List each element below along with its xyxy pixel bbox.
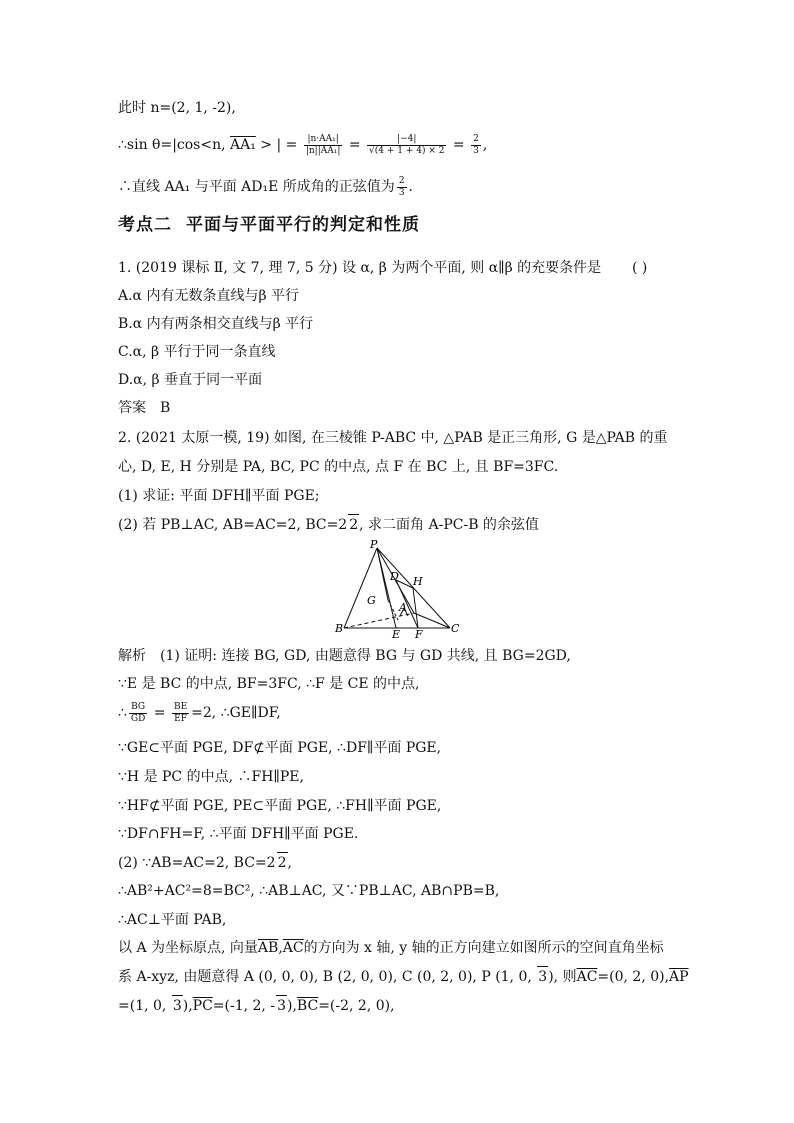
text-fragment: 系 A-xyz, 由题意得 A (0, 0, 0), B (2, 0, 0), C (0, 2, 0), P (1, 0, [118,969,537,985]
point-label-h: H [413,575,423,588]
option-c: C.α, β 平行于同一条直线 [118,344,276,360]
sqrt: 3 [172,995,183,1016]
fraction [304,134,343,157]
text-fragment: ∴sin θ=|cos<n, [118,137,231,153]
vector-label: $\overline{AC}$ [282,940,304,956]
text-fragment: ∴ [118,705,127,721]
solution-line: ∵HF⊄平面 PGE, PE⊂平面 PGE, ∴FH∥平面 PGE, [118,798,442,814]
vector-label: $\overline{AB}$ [257,940,279,956]
point-label-a: A [399,601,407,614]
vector-label: AA₁ [230,137,256,153]
option-b: B.α 内有两条相交直线与β 平行 [118,316,314,332]
answer-blank: ( ) [632,260,648,276]
text-fragment: =(-1, 2, - [212,998,276,1014]
text-fragment: (2) ∵AB=AC=2, BC=2 [118,855,276,871]
question-1: 1. (2019 课标 Ⅱ, 文 7, 理 7, 5 分) 设 α, β 为两个平面, 则 α∥β 的充要条件是 [118,260,602,276]
text-fragment: =2, ∴GE∥DF, [191,705,281,721]
heading-title: 平面与平面平行的判定和性质 [186,215,420,235]
solution-line [118,700,281,726]
solution-line [118,852,292,873]
fraction [172,702,189,725]
question-2-part2 [118,514,539,535]
vector-label: $\overline{PC}$ [192,998,213,1014]
text-fragment: ), [287,998,297,1014]
solution-line [118,938,664,958]
sqrt: 2 [277,852,288,873]
text-fragment: = [344,137,366,153]
fraction-denominator: 3 [473,145,479,156]
text-fragment: , [482,137,488,153]
fraction [367,134,446,157]
text-fragment: =(1, 0, [118,998,171,1014]
fraction-denominator: √(4 + 1 + 4) × 2 [369,145,445,156]
question-2: 2. (2021 太原一模, 19) 如图, 在三棱锥 P-ABC 中, △PAB 是正三角形, G 是△PAB 的重 [118,430,668,446]
vector-label: $\overline{AC}$ [576,969,598,985]
vector-label: $\overline{BC}$ [296,998,319,1014]
text-fragment: , [278,940,283,956]
option-d: D.α, β 垂直于同一平面 [118,372,263,388]
text-fragment: , 求二面角 A-PC-B 的余弦值 [359,517,539,533]
solution-line: ∴AB²+AC²=8=BC², ∴AB⊥AC, 又∵PB⊥AC, AB∩PB=B, [118,883,500,899]
text-fragment: . [408,179,413,195]
text-fragment: =(-2, 2, 0), [318,998,395,1014]
fraction-numerator: BE [173,701,188,712]
question-2-part1: (1) 求证: 平面 DFH∥平面 PGE; [118,488,320,504]
fraction [471,134,481,157]
fraction [129,702,147,725]
point-label-c: C [451,622,460,635]
tetrahedron-figure [330,538,470,640]
fraction [397,176,407,199]
text-fragment: , [287,855,292,871]
point-label-e: E [392,628,401,640]
sqrt: 2 [348,514,359,535]
solution-line: ∵GE⊂平面 PGE, DF⊄平面 PGE, ∴DF∥平面 PGE, [118,740,442,756]
text-fragment: 的方向为 x 轴, y 轴的正方向建立如图所示的空间直角坐标 [303,940,664,956]
solution-line: ∵H 是 PC 的中点, ∴FH∥PE, [118,769,304,785]
fraction-numerator: |−4| [367,134,446,146]
text-fragment: 以 A 为坐标原点, 向量 [118,940,258,956]
text-fragment: > | = [255,137,302,153]
fraction-numerator: |n·AA₁| [304,134,343,146]
point-label-g: G [367,594,376,607]
sqrt: 3 [537,966,548,987]
point-label-f: F [415,628,423,640]
sqrt: 3 [276,995,287,1016]
text-line: 此时 n=(2, 1, -2), [118,100,236,116]
solution-line: ∵E 是 BC 的中点, BF=3FC, ∴F 是 CE 的中点, [118,676,420,692]
fraction-numerator: 2 [473,133,479,144]
fraction-numerator: BG [129,702,147,714]
fraction-denominator: EF [174,713,187,724]
text-fragment: ), 则 [548,969,577,985]
text-line [118,174,413,200]
text-fragment: = [448,137,470,153]
fraction-numerator: 2 [398,175,405,186]
heading-number: 考点二 [118,215,172,235]
fraction-denominator: |n||AA₁| [305,145,341,156]
point-label-b: B [335,622,344,635]
solution-line: ∴AC⊥平面 PAB, [118,912,227,928]
text-fragment: ∴直线 AA₁ 与平面 AD₁E 所成角的正弦值为 [118,179,395,195]
fraction-denominator: 3 [398,187,405,198]
solution-line: ∵DF∩FH=F, ∴平面 DFH∥平面 PGE. [118,826,359,842]
point-label-d: D [390,570,399,583]
section-heading [118,213,420,237]
solution-line [118,995,395,1016]
fraction-denominator: GD [130,713,146,724]
text-fragment: (2) 若 PB⊥AC, AB=AC=2, BC=2 [118,517,348,533]
question-2-cont: 心, D, E, H 分别是 PA, BC, PC 的中点, 点 F 在 BC 上, 且 BF=3FC. [118,459,559,475]
formula-line [118,130,487,160]
answer-text: 答案 B [118,400,171,416]
solution-line: 解析 (1) 证明: 连接 BG, GD, 由题意得 BG 与 GD 共线, 且 BG=2GD, [118,648,571,664]
text-fragment: = [149,705,170,721]
vector-label: $\overline{AP}$ [669,969,689,985]
point-label-p: P [370,538,378,551]
solution-line [118,966,689,987]
text-fragment: ), [182,998,193,1014]
text-fragment: =(0, 2, 0), [597,969,670,985]
option-a: A.α 内有无数条直线与β 平行 [118,288,300,304]
